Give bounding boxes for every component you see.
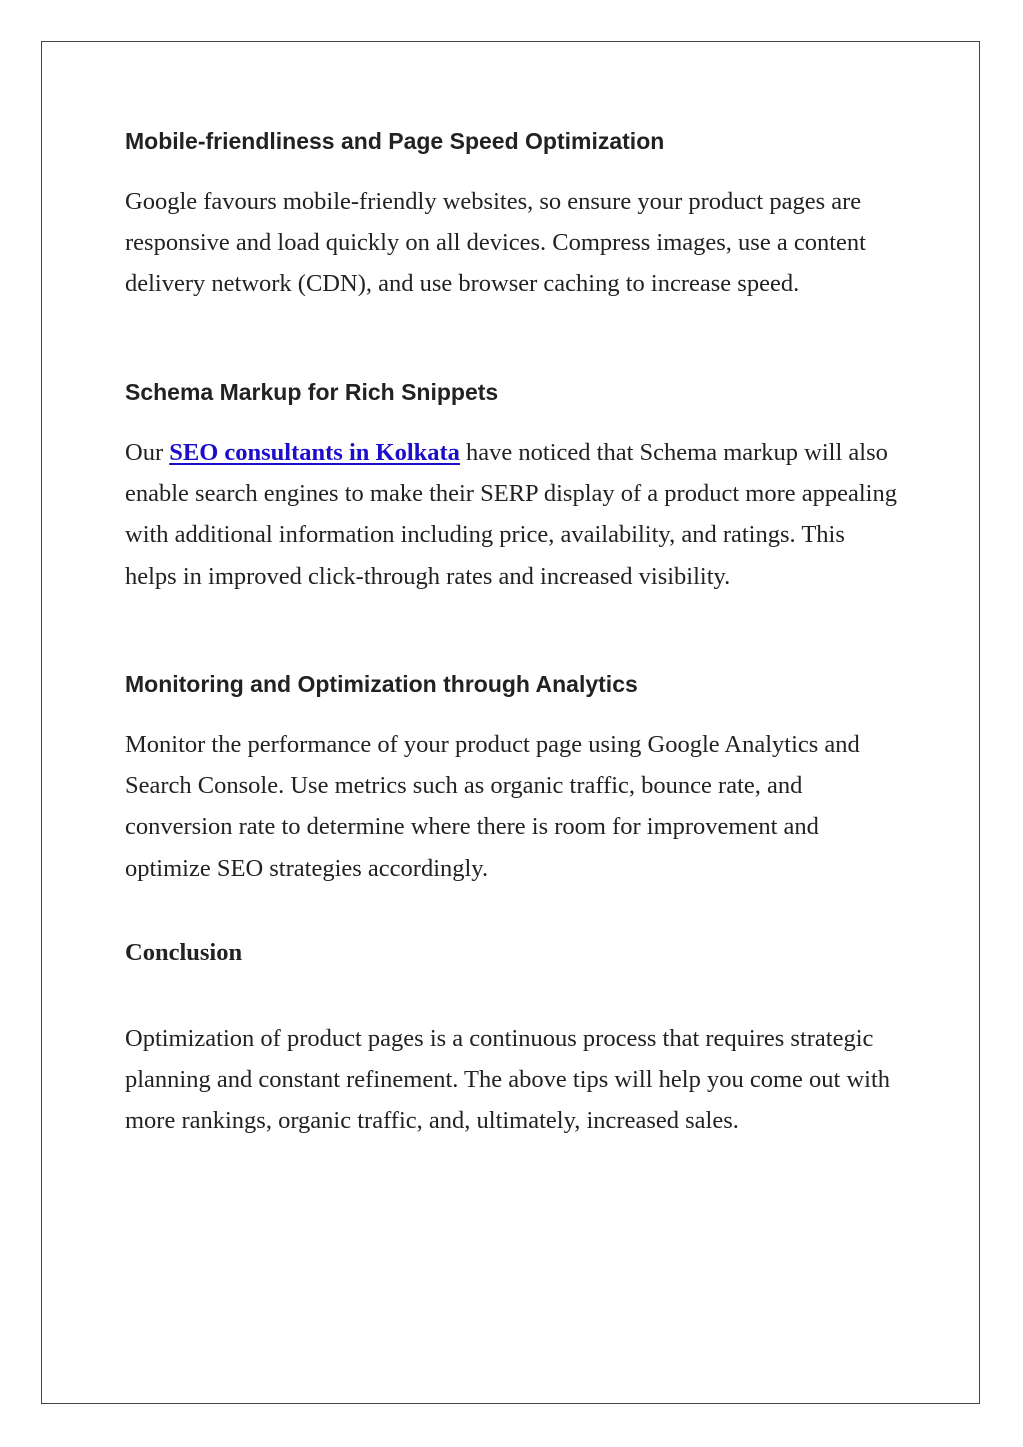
section-heading-monitoring: Monitoring and Optimization through Analytics: [125, 671, 638, 697]
section-body-mobile-friendliness: Google favours mobile-friendly websites, so ensure your product pages are responsive and load quickly on all devices. Compress images, use a content delivery network (CDN), and use browser caching to increase speed.: [125, 188, 866, 298]
section-heading-mobile-friendliness: Mobile-friendliness and Page Speed Optimization: [125, 128, 665, 154]
section-body-conclusion: Optimization of product pages is a continuous process that requires strategic planning and constant refinement. The above tips will help you come out with more rankings, organic traffic, and, ultimately, increased sales.: [125, 1025, 891, 1135]
section-body-schema-markup: [125, 432, 900, 597]
section-heading-schema-markup: Schema Markup for Rich Snippets: [125, 379, 499, 405]
schema-body-rest: have noticed that Schema markup will also enable search engines to make their SERP display of a product more appealing with additional information including price, availability, and ratings. This helps in improved click-through rates and increased visibility.: [125, 439, 897, 590]
seo-consultants-link[interactable]: SEO consultants in Kolkata: [169, 439, 460, 466]
document-page: [41, 41, 980, 1404]
schema-body-intro: Our: [125, 439, 170, 466]
section-heading-conclusion: Conclusion: [125, 939, 243, 966]
section-body-monitoring: Monitor the performance of your product page using Google Analytics and Search Console. Use metrics such as organic traffic, bounce rate, and conversion rate to determine where there is room for improvement and optimize SEO strategies accordingly.: [125, 731, 860, 882]
